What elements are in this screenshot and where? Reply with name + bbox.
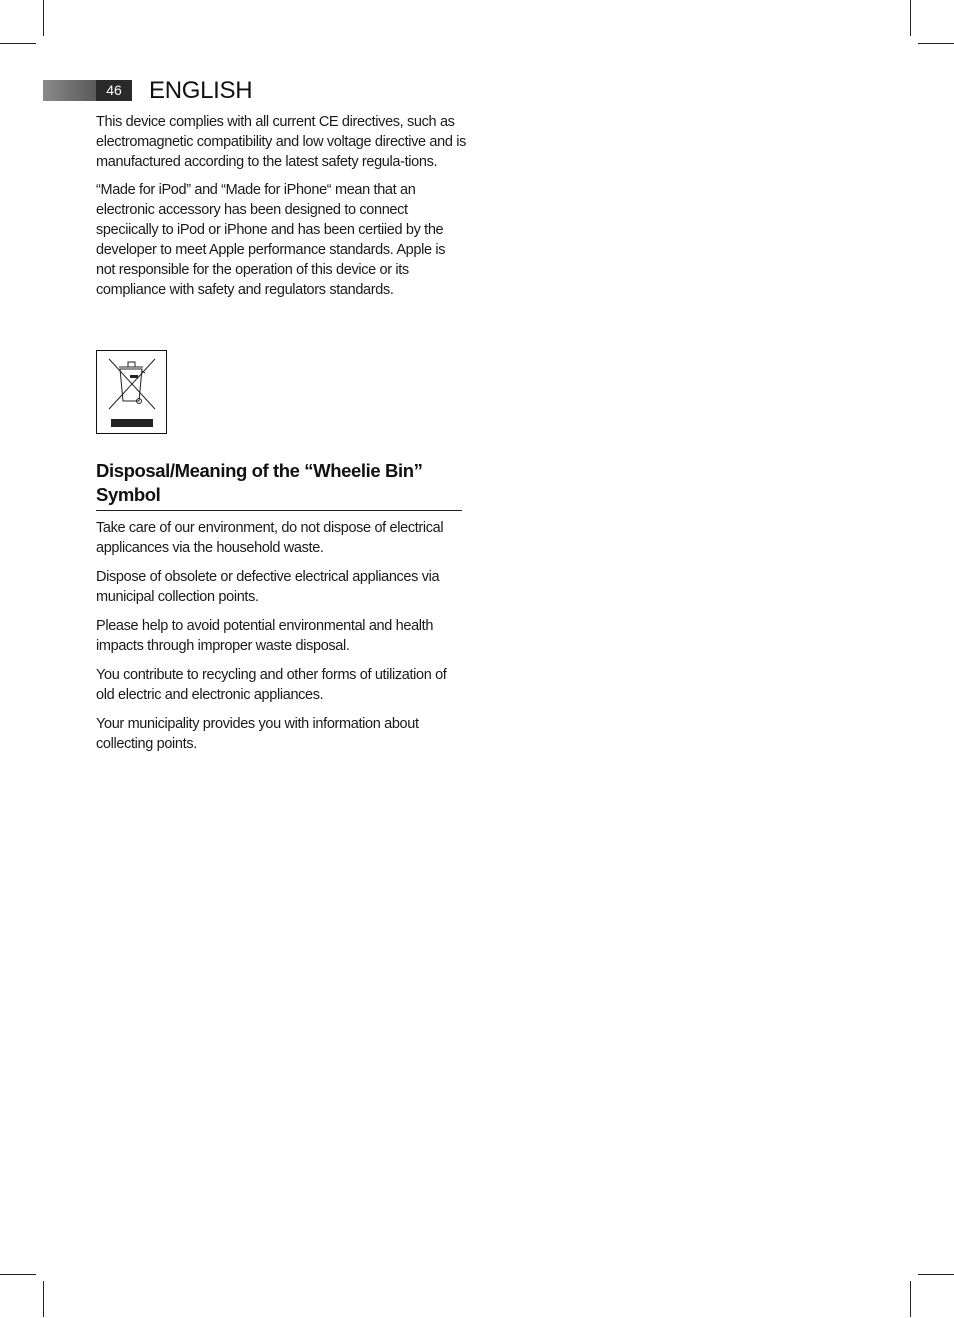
disposal-paragraph: Dispose of obsolete or defective electrical appliances via municipal collection points. [96, 569, 440, 605]
header-bar [43, 80, 96, 101]
made-for-ipod-paragraph: “Made for iPod” and “Made for iPhone“ mean that an electronic accessory has been designed to connect speciically to iPod or iPhone and has been certiied by the developer to meet Apple performance standards. Apple is not responsible for the operation of this device or its compliance with safety and regulators standards. [96, 182, 446, 298]
intro-section [96, 112, 466, 308]
crop-mark [910, 1281, 911, 1317]
ce-compliance-paragraph: This device complies with all current CE directives, such as electromagnetic compatibility and low voltage directive and is manufactured according to the latest safety regula-tions. [96, 114, 466, 170]
language-title: ENGLISH [149, 77, 253, 104]
crop-mark [918, 1274, 954, 1275]
disposal-heading: Disposal/Meaning of the “Wheelie Bin” Symbol [96, 459, 462, 511]
disposal-paragraph: Your municipality provides you with information about collecting points. [96, 716, 419, 752]
disposal-paragraph: You contribute to recycling and other forms of utilization of old electric and electronic appliances. [96, 667, 447, 703]
crossed-out-wheelie-bin-icon [97, 351, 165, 432]
disposal-paragraph: Please help to avoid potential environmental and health impacts through improper waste disposal. [96, 618, 434, 654]
disposal-paragraph: Take care of our environment, do not dispose of electrical applicances via the household waste. [96, 520, 444, 556]
page-number: 46 [96, 80, 132, 101]
weee-symbol-box [96, 350, 167, 434]
crop-mark [918, 43, 954, 44]
crop-mark [0, 43, 36, 44]
crop-mark [43, 1281, 44, 1317]
crop-mark [910, 0, 911, 36]
crop-mark [0, 1274, 36, 1275]
crop-mark [43, 0, 44, 36]
disposal-section [96, 518, 466, 763]
